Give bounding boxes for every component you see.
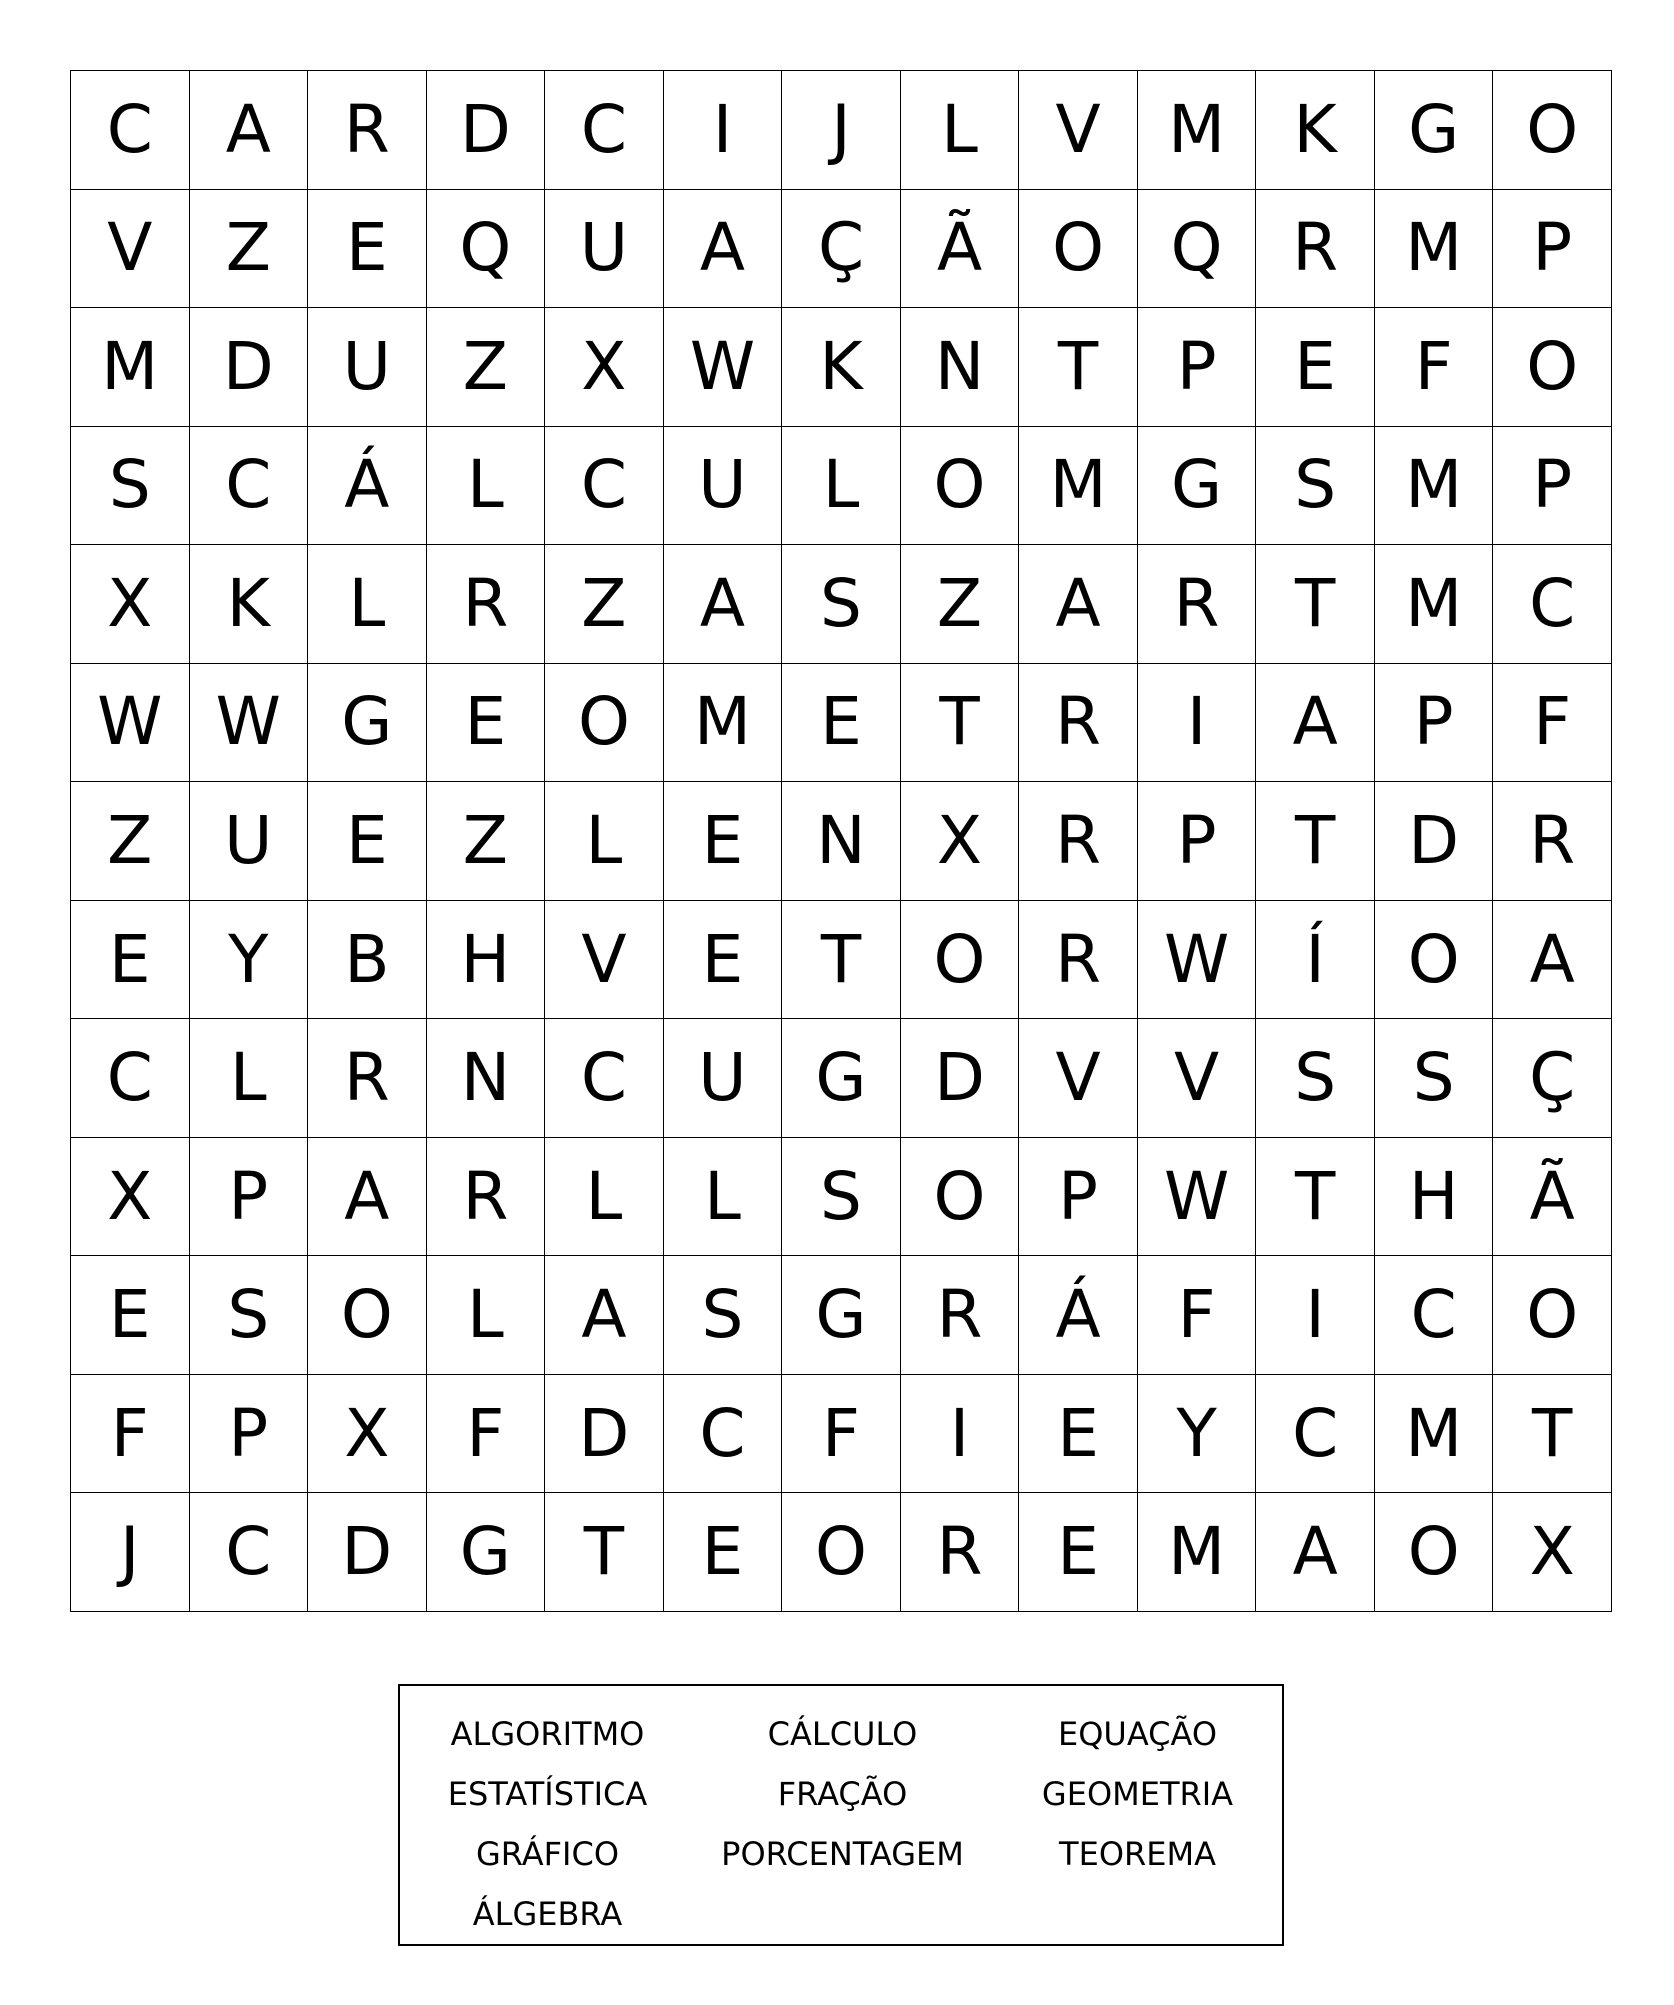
grid-cell[interactable]: R <box>901 1256 1020 1375</box>
grid-cell[interactable]: Z <box>71 782 190 901</box>
grid-cell[interactable]: K <box>1256 71 1375 190</box>
grid-cell[interactable]: E <box>782 664 901 783</box>
grid-cell[interactable]: X <box>1493 1493 1612 1612</box>
word-item: TEOREMA <box>1059 1835 1216 1873</box>
grid-cell[interactable]: P <box>1138 308 1257 427</box>
grid-cell[interactable]: E <box>1019 1493 1138 1612</box>
grid-cell[interactable]: J <box>71 1493 190 1612</box>
grid-cell[interactable]: N <box>782 782 901 901</box>
grid-cell[interactable]: Á <box>308 427 427 546</box>
grid-cell[interactable]: L <box>545 782 664 901</box>
grid-cell[interactable]: C <box>1375 1256 1494 1375</box>
grid-cell[interactable]: T <box>901 664 1020 783</box>
grid-cell[interactable]: F <box>1138 1256 1257 1375</box>
grid-cell[interactable]: R <box>427 545 546 664</box>
grid-cell[interactable]: C <box>71 1019 190 1138</box>
grid-cell[interactable]: R <box>1493 782 1612 901</box>
word-item: FRAÇÃO <box>777 1775 908 1813</box>
grid-cell[interactable]: S <box>190 1256 309 1375</box>
grid-cell[interactable]: X <box>71 1138 190 1257</box>
grid-cell[interactable]: I <box>901 1375 1020 1494</box>
grid-cell[interactable]: Z <box>190 190 309 309</box>
grid-cell[interactable]: W <box>1138 901 1257 1020</box>
grid-cell[interactable]: L <box>545 1138 664 1257</box>
grid-cell[interactable]: F <box>1375 308 1494 427</box>
grid-cell[interactable]: L <box>782 427 901 546</box>
grid-cell[interactable]: M <box>1375 545 1494 664</box>
word-list-column-1 <box>400 1704 695 1944</box>
grid-cell[interactable]: F <box>782 1375 901 1494</box>
grid-cell[interactable]: P <box>1138 782 1257 901</box>
grid-cell[interactable]: V <box>71 190 190 309</box>
grid-cell[interactable]: P <box>1493 190 1612 309</box>
grid-cell[interactable]: G <box>427 1493 546 1612</box>
grid-cell[interactable]: R <box>308 1019 427 1138</box>
grid-cell[interactable]: E <box>308 190 427 309</box>
grid-cell[interactable]: H <box>427 901 546 1020</box>
grid-cell[interactable]: O <box>308 1256 427 1375</box>
grid-cell[interactable]: X <box>901 782 1020 901</box>
word-item: ESTATÍSTICA <box>447 1775 648 1813</box>
grid-cell[interactable]: C <box>545 1019 664 1138</box>
grid-cell[interactable]: T <box>545 1493 664 1612</box>
grid-cell[interactable]: M <box>1375 190 1494 309</box>
grid-cell[interactable]: Z <box>545 545 664 664</box>
grid-cell[interactable]: G <box>782 1019 901 1138</box>
grid-cell[interactable]: D <box>1375 782 1494 901</box>
grid-cell[interactable]: K <box>190 545 309 664</box>
grid-cell[interactable]: W <box>190 664 309 783</box>
grid-cell[interactable]: O <box>1375 1493 1494 1612</box>
grid-cell[interactable]: I <box>664 71 783 190</box>
grid-cell[interactable]: C <box>545 71 664 190</box>
grid-cell[interactable]: R <box>427 1138 546 1257</box>
grid-cell[interactable]: M <box>1375 1375 1494 1494</box>
grid-cell[interactable]: G <box>782 1256 901 1375</box>
grid-cell[interactable]: U <box>545 190 664 309</box>
grid-cell[interactable]: O <box>1493 71 1612 190</box>
grid-cell[interactable]: F <box>71 1375 190 1494</box>
grid-cell[interactable]: Z <box>427 308 546 427</box>
grid-cell[interactable]: Ç <box>782 190 901 309</box>
grid-cell[interactable]: A <box>664 190 783 309</box>
letter-grid <box>70 70 1612 1612</box>
grid-cell[interactable]: Q <box>1138 190 1257 309</box>
grid-cell[interactable]: U <box>664 1019 783 1138</box>
grid-cell[interactable]: M <box>71 308 190 427</box>
grid-cell[interactable]: T <box>1256 782 1375 901</box>
grid-cell[interactable]: L <box>427 427 546 546</box>
word-item: EQUAÇÃO <box>1057 1715 1217 1753</box>
grid-cell[interactable]: I <box>1256 1256 1375 1375</box>
grid-cell[interactable]: A <box>308 1138 427 1257</box>
grid-cell[interactable]: W <box>664 308 783 427</box>
grid-cell[interactable]: C <box>1493 545 1612 664</box>
grid-cell[interactable]: S <box>1256 427 1375 546</box>
grid-cell[interactable]: D <box>901 1019 1020 1138</box>
grid-cell[interactable]: C <box>190 1493 309 1612</box>
grid-cell[interactable]: V <box>545 901 664 1020</box>
grid-cell[interactable]: E <box>71 1256 190 1375</box>
grid-cell[interactable]: Á <box>1019 1256 1138 1375</box>
grid-cell[interactable]: Ã <box>901 190 1020 309</box>
grid-cell[interactable]: F <box>427 1375 546 1494</box>
grid-cell[interactable]: Z <box>901 545 1020 664</box>
grid-cell[interactable]: U <box>308 308 427 427</box>
grid-cell[interactable]: C <box>190 427 309 546</box>
grid-cell[interactable]: M <box>664 664 783 783</box>
grid-cell[interactable]: D <box>545 1375 664 1494</box>
word-item: GRÁFICO <box>476 1835 619 1873</box>
grid-cell[interactable]: S <box>71 427 190 546</box>
grid-cell[interactable]: E <box>71 901 190 1020</box>
grid-cell[interactable]: T <box>1256 545 1375 664</box>
grid-cell[interactable]: L <box>308 545 427 664</box>
grid-cell[interactable]: R <box>1019 664 1138 783</box>
grid-cell[interactable]: O <box>782 1493 901 1612</box>
grid-cell[interactable]: C <box>71 71 190 190</box>
word-list-column-3 <box>990 1704 1285 1884</box>
grid-cell[interactable]: E <box>664 901 783 1020</box>
grid-cell[interactable]: I <box>1138 664 1257 783</box>
grid-cell[interactable]: W <box>1138 1138 1257 1257</box>
grid-cell[interactable]: S <box>664 1256 783 1375</box>
grid-cell[interactable]: X <box>308 1375 427 1494</box>
grid-cell[interactable]: E <box>1256 308 1375 427</box>
grid-cell[interactable]: M <box>1138 71 1257 190</box>
grid-cell[interactable]: L <box>190 1019 309 1138</box>
grid-cell[interactable]: O <box>1493 1256 1612 1375</box>
grid-cell[interactable]: N <box>427 1019 546 1138</box>
grid-cell[interactable]: P <box>190 1375 309 1494</box>
grid-cell[interactable]: E <box>427 664 546 783</box>
grid-cell[interactable]: O <box>1019 190 1138 309</box>
grid-cell[interactable]: Y <box>1138 1375 1257 1494</box>
grid-cell[interactable]: M <box>1138 1493 1257 1612</box>
grid-cell[interactable]: O <box>901 427 1020 546</box>
grid-cell[interactable]: Y <box>190 901 309 1020</box>
grid-cell[interactable]: L <box>901 71 1020 190</box>
grid-cell[interactable]: A <box>545 1256 664 1375</box>
grid-cell[interactable]: C <box>1256 1375 1375 1494</box>
word-item: CÁLCULO <box>767 1715 918 1753</box>
grid-cell[interactable]: A <box>1256 664 1375 783</box>
grid-cell[interactable]: P <box>1375 664 1494 783</box>
grid-cell[interactable]: T <box>782 901 901 1020</box>
grid-cell[interactable]: V <box>1138 1019 1257 1138</box>
grid-cell[interactable]: C <box>545 427 664 546</box>
grid-cell[interactable]: R <box>901 1493 1020 1612</box>
grid-cell[interactable]: A <box>1256 1493 1375 1612</box>
word-list-box <box>398 1684 1284 1946</box>
grid-cell[interactable]: L <box>427 1256 546 1375</box>
grid-cell[interactable]: R <box>1019 782 1138 901</box>
grid-cell[interactable]: E <box>308 782 427 901</box>
grid-cell[interactable]: D <box>427 71 546 190</box>
grid-cell[interactable]: T <box>1019 308 1138 427</box>
grid-cell[interactable]: L <box>664 1138 783 1257</box>
grid-cell[interactable]: F <box>1493 664 1612 783</box>
grid-cell[interactable]: O <box>901 901 1020 1020</box>
grid-cell[interactable]: G <box>1375 71 1494 190</box>
grid-cell[interactable]: A <box>190 71 309 190</box>
grid-cell[interactable]: D <box>308 1493 427 1612</box>
grid-cell[interactable]: M <box>1019 427 1138 546</box>
grid-cell[interactable]: A <box>664 545 783 664</box>
grid-cell[interactable]: B <box>308 901 427 1020</box>
grid-cell[interactable]: P <box>190 1138 309 1257</box>
grid-cell[interactable]: S <box>1375 1019 1494 1138</box>
word-item: GEOMETRIA <box>1041 1775 1234 1813</box>
grid-cell[interactable]: H <box>1375 1138 1494 1257</box>
grid-cell[interactable]: O <box>1375 901 1494 1020</box>
grid-cell[interactable]: R <box>308 71 427 190</box>
grid-cell[interactable]: J <box>782 71 901 190</box>
grid-cell[interactable]: U <box>664 427 783 546</box>
word-list-column-2 <box>695 1704 990 1884</box>
grid-cell[interactable]: U <box>190 782 309 901</box>
word-item: ALGORITMO <box>450 1715 645 1753</box>
grid-cell[interactable]: O <box>545 664 664 783</box>
grid-cell[interactable]: N <box>901 308 1020 427</box>
grid-cell[interactable]: T <box>1493 1375 1612 1494</box>
grid-cell[interactable]: R <box>1256 190 1375 309</box>
grid-cell[interactable]: C <box>664 1375 783 1494</box>
grid-cell[interactable]: S <box>1256 1019 1375 1138</box>
word-item: PORCENTAGEM <box>721 1835 964 1873</box>
grid-cell[interactable]: Ã <box>1493 1138 1612 1257</box>
grid-cell[interactable]: E <box>664 782 783 901</box>
grid-cell[interactable]: W <box>71 664 190 783</box>
grid-cell[interactable]: D <box>190 308 309 427</box>
grid-cell[interactable]: V <box>1019 1019 1138 1138</box>
grid-cell[interactable]: X <box>545 308 664 427</box>
grid-cell[interactable]: R <box>1138 545 1257 664</box>
grid-cell[interactable]: O <box>901 1138 1020 1257</box>
grid-cell[interactable]: P <box>1019 1138 1138 1257</box>
grid-cell[interactable]: P <box>1493 427 1612 546</box>
grid-cell[interactable]: E <box>664 1493 783 1612</box>
grid-cell[interactable]: Z <box>427 782 546 901</box>
grid-cell[interactable]: G <box>308 664 427 783</box>
grid-cell[interactable]: T <box>1256 1138 1375 1257</box>
grid-cell[interactable]: M <box>1375 427 1494 546</box>
grid-cell[interactable]: E <box>1019 1375 1138 1494</box>
grid-cell[interactable]: A <box>1019 545 1138 664</box>
grid-cell[interactable]: O <box>1493 308 1612 427</box>
grid-cell[interactable]: Í <box>1256 901 1375 1020</box>
grid-cell[interactable]: Ç <box>1493 1019 1612 1138</box>
grid-cell[interactable]: A <box>1493 901 1612 1020</box>
word-item: ÁLGEBRA <box>472 1895 623 1933</box>
grid-cell[interactable]: S <box>782 545 901 664</box>
grid-cell[interactable]: V <box>1019 71 1138 190</box>
grid-cell[interactable]: X <box>71 545 190 664</box>
grid-cell[interactable]: K <box>782 308 901 427</box>
grid-cell[interactable]: G <box>1138 427 1257 546</box>
grid-cell[interactable]: Q <box>427 190 546 309</box>
grid-cell[interactable]: R <box>1019 901 1138 1020</box>
grid-cell[interactable]: S <box>782 1138 901 1257</box>
